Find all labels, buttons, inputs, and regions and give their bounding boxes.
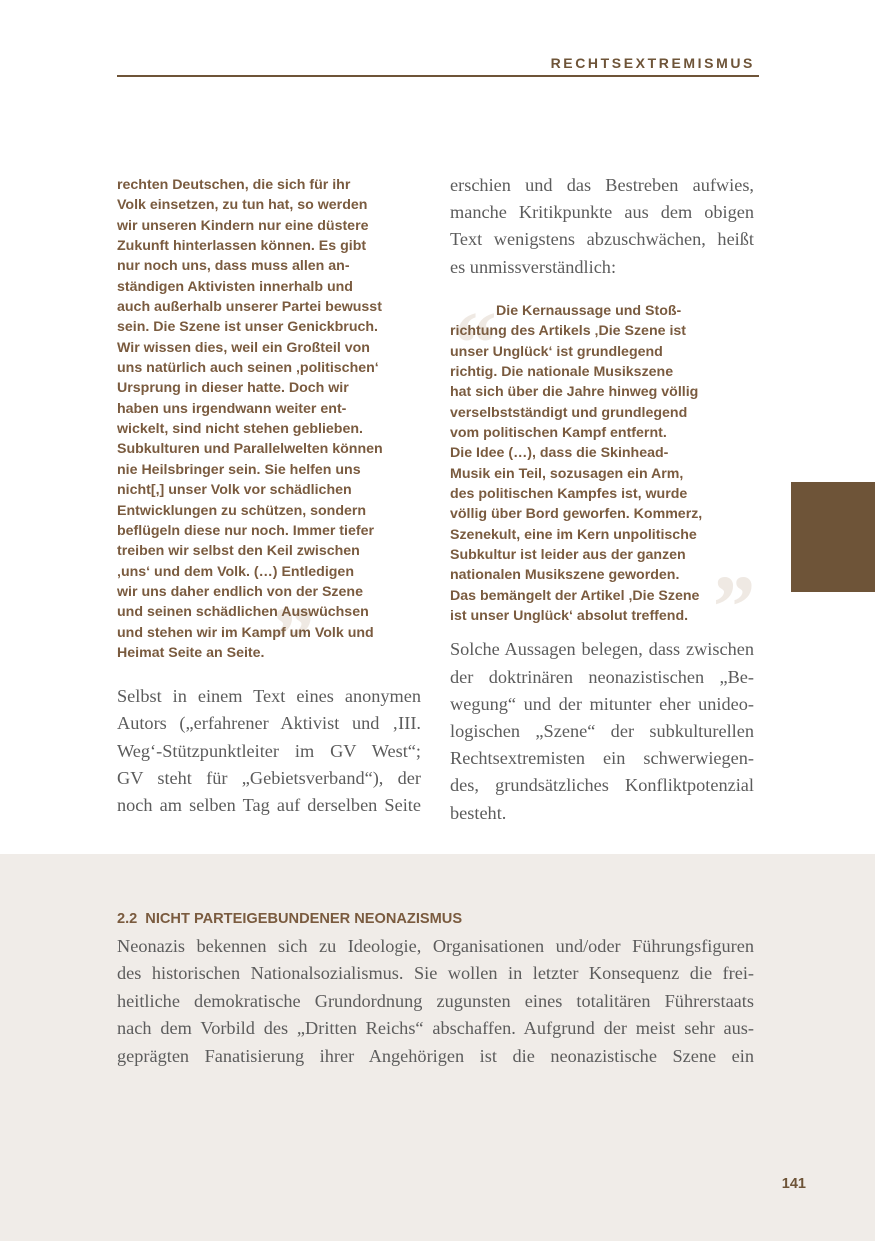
page-number: 141 — [781, 1176, 806, 1192]
opening-quote-mark-icon: “ — [450, 293, 495, 393]
quote-line: Wir wissen dies, weil ein Großteil von — [117, 339, 370, 356]
quote-line: wir unseren Kindern nur eine düstere — [117, 217, 369, 234]
quote-line: uns natürlich auch seinen ‚politischen‘ — [117, 360, 379, 377]
body-line: erschien und das Bestreben aufwies, — [450, 175, 754, 195]
section-body — [117, 933, 754, 1070]
body-line: es unmissverständlich: — [450, 256, 617, 277]
quote-line: wir uns daher endlich von der Szene — [117, 583, 363, 600]
body-line: GV steht für „Gebietsverband“), der — [117, 767, 421, 788]
quote-line: Subkultur ist leider aus der ganzen — [450, 546, 686, 563]
quote-line: Ursprung in dieser hatte. Doch wir — [117, 380, 349, 397]
section-heading — [117, 911, 462, 927]
quote-line: Subkulturen und Parallelwelten können — [117, 441, 383, 458]
body-line: des historischen Nationalsozialismus. Sie wollen in letzter Konsequenz die frei- — [117, 963, 754, 984]
body-line: nach dem Vorbild des „Dritten Reichs“ abschaffen. Aufgrund der meist sehr aus- — [117, 1018, 754, 1039]
body-line: Text wenigstens abzuschwächen, heißt — [450, 229, 754, 250]
body-line: Rechtsextremisten ein schwerwiegen- — [450, 748, 754, 769]
chapter-side-tab — [791, 482, 875, 592]
quote-line: ständigen Aktivisten innerhalb und — [117, 278, 353, 295]
body-line: geprägten Fanatisierung ihrer Angehörigen ist die neonazistische Szene ein — [117, 1045, 754, 1066]
quote-line: rechten Deutschen, die sich für ihr — [117, 177, 351, 193]
quote-line: nationalen Musikszene geworden. — [450, 567, 680, 584]
body-line: Selbst in einem Text eines anonymen — [117, 686, 421, 707]
closing-quote-mark-icon: ” — [708, 557, 753, 657]
quote-line: verselbstständigt und grundlegend — [450, 404, 688, 421]
right-intro-paragraph — [450, 172, 754, 281]
body-line: logischen „Szene“ der subkulturellen — [450, 720, 754, 741]
left-block-quote — [117, 175, 421, 689]
running-title: RECHTSEXTREMISMUS — [550, 55, 755, 71]
section-number: 2.2 — [117, 911, 138, 927]
quote-line: sein. Die Szene ist unser Genickbruch. — [117, 319, 378, 336]
quote-line: ‚uns‘ und dem Volk. (…) Entledigen — [117, 563, 354, 580]
header-rule — [117, 75, 759, 77]
quote-line: Volk einsetzen, zu tun hat, so werden — [117, 197, 368, 214]
quote-line: nur noch uns, dass muss allen an- — [117, 258, 350, 275]
quote-line: nicht[,] unser Volk vor schädlichen — [117, 482, 352, 499]
quote-line: des politischen Kampfes ist, wurde — [450, 485, 688, 502]
body-line: Weg‘-Stützpunktleiter im GV West“; — [117, 740, 421, 761]
quote-line: Die Kernaussage und Stoß- — [496, 302, 682, 319]
closing-quote-mark-icon: ” — [267, 590, 312, 689]
quote-line: unser Unglück‘ ist grundlegend — [450, 343, 663, 360]
body-line: Neonazis bekennen sich zu Ideologie, Organisationen und/oder Führungsfiguren — [117, 936, 754, 956]
quote-line: richtung des Artikels ‚Die Szene ist — [450, 323, 686, 340]
body-line: der doktrinären neonazistischen „Be- — [450, 666, 754, 687]
quote-line: nie Heilsbringer sein. Sie helfen uns — [117, 461, 361, 478]
left-body-paragraph — [117, 683, 421, 819]
quote-line: und seinen schädlichen Auswüchsen — [117, 604, 369, 621]
body-line: heitliche demokratische Grundordnung zugunsten eines totalitären Führerstaats — [117, 990, 754, 1011]
quote-line: vom politischen Kampf entfernt. — [450, 424, 667, 441]
right-body-paragraph — [450, 636, 754, 826]
quote-line: ist unser Unglück‘ absolut treffend. — [450, 607, 689, 624]
right-column — [450, 172, 754, 827]
quote-line: treiben wir selbst den Keil zwischen — [117, 543, 360, 560]
left-column — [117, 175, 421, 819]
quote-line: haben uns irgendwann weiter ent- — [117, 400, 347, 417]
body-line: besteht. — [450, 802, 507, 823]
quote-line: Die Idee (…), dass die Skinhead- — [450, 445, 669, 462]
body-line: noch am selben Tag auf derselben Seite — [117, 795, 421, 816]
section-title: NICHT PARTEIGEBUNDENER NEONAZISMUS — [145, 911, 463, 927]
quote-line: und stehen wir im Kampf um Volk und — [117, 624, 374, 641]
body-line: wegung“ und der mitunter eher unideo- — [450, 693, 754, 714]
quote-line: völlig über Bord geworfen. Kommerz, — [450, 506, 703, 523]
quote-line: Entwicklungen zu schützen, sondern — [117, 502, 367, 519]
body-line: Autors („erfahrener Aktivist und ‚III. — [117, 713, 421, 734]
body-line: manche Kritikpunkte aus dem obigen — [450, 202, 754, 223]
quote-line: wickelt, sind nicht stehen geblieben. — [117, 421, 363, 438]
quote-line: hat sich über die Jahre hinweg völlig — [450, 384, 699, 401]
quote-line: Das bemängelt der Artikel ‚Die Szene — [450, 587, 700, 604]
quote-line: beflügeln diese nur noch. Immer tiefer — [117, 522, 375, 539]
quote-line: Musik ein Teil, sozusagen ein Arm, — [450, 465, 684, 482]
quote-line: richtig. Die nationale Musikszene — [450, 363, 674, 380]
quote-line: Heimat Seite an Seite. — [117, 644, 265, 661]
quote-line: Zukunft hinterlassen können. Es gibt — [117, 238, 367, 255]
body-line: des, grundsätzliches Konfliktpotenzial — [450, 775, 754, 796]
quote-line: auch außerhalb unserer Partei bewusst — [117, 299, 382, 316]
quote-line: Szenekult, eine im Kern unpolitische — [450, 526, 697, 543]
body-line: Solche Aussagen belegen, dass zwischen — [450, 639, 754, 660]
